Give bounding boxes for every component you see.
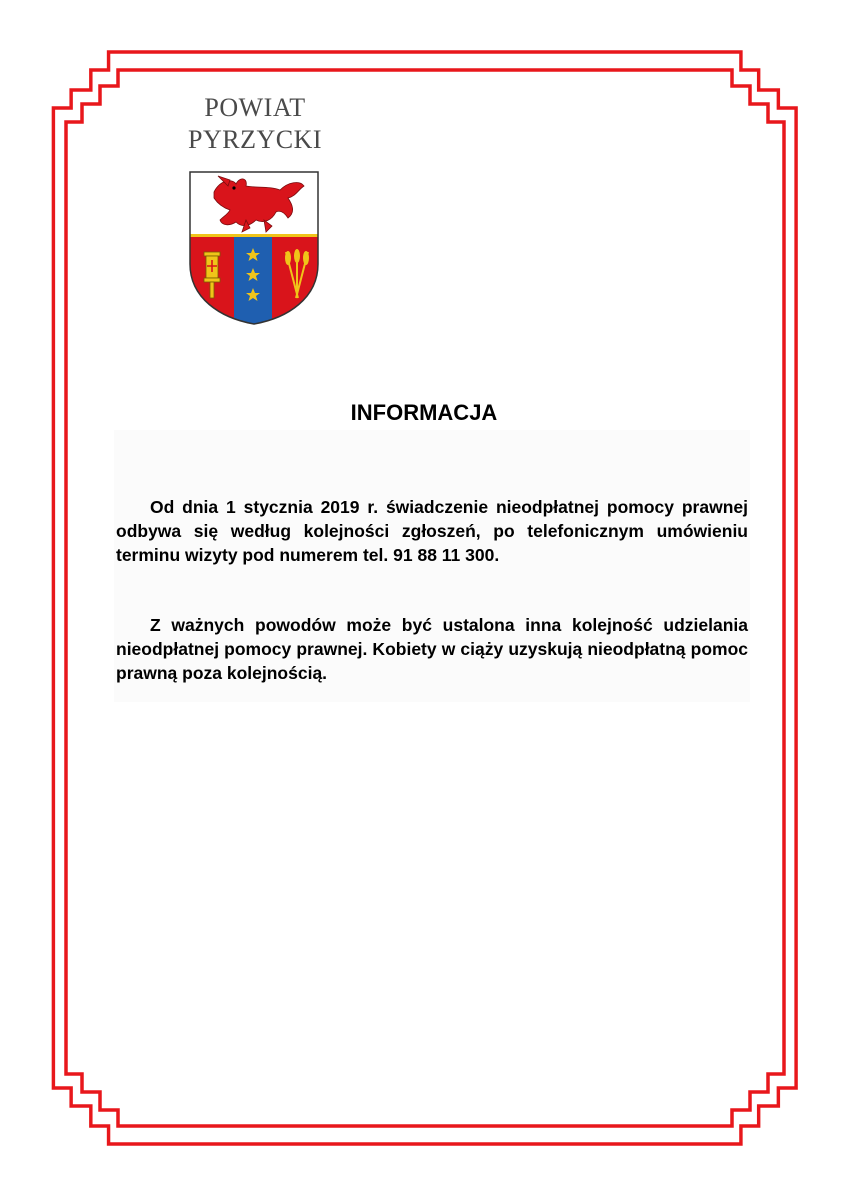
brand-title bbox=[170, 92, 340, 156]
brand-line-powiat: POWIAT bbox=[204, 93, 306, 122]
notice-paragraph-1: Od dnia 1 stycznia 2019 r. świadczenie nieodpłatnej pomocy prawnej odbywa się według kolejności zgłoszeń, po telefonicznym umówieniu terminu wizyty pod numerem tel. 91 88 11 300. bbox=[116, 497, 748, 565]
brand-line-pyrzycki: PYRZYCKI bbox=[187, 125, 322, 154]
notice-title: INFORMACJA bbox=[350, 400, 498, 425]
coat-of-arms-icon bbox=[184, 168, 324, 326]
notice-paragraph-2: Z ważnych powodów może być ustalona inna kolejność udzielania nieodpłatnej pomocy prawnej. Kobiety w ciąży uzyskują nieodpłatną pomoc prawną poza kolejnością. bbox=[116, 615, 748, 683]
